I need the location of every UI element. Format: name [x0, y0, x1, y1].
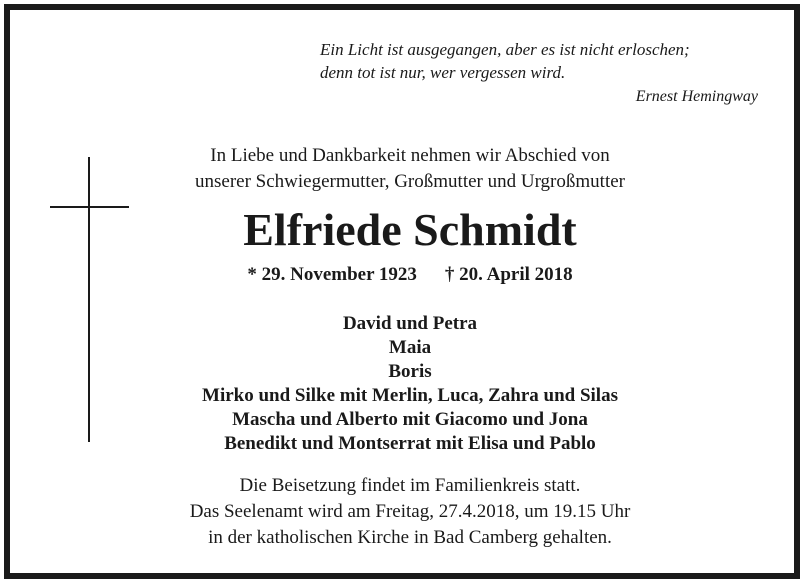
family-list [110, 312, 710, 456]
family-line: Mirko und Silke mit Merlin, Luca, Zahra und Silas [202, 385, 618, 406]
funeral-notice [110, 473, 710, 551]
quote-author: Ernest Hemingway [635, 88, 758, 105]
quote-line-2: denn tot ist nur, wer vergessen wird. [320, 63, 566, 82]
life-dates [110, 262, 710, 288]
intro-line-1: In Liebe und Dankbarkeit nehmen wir Abschied von [210, 145, 610, 166]
birth-date: * 29. November 1923 [247, 264, 417, 285]
quote-block [320, 38, 760, 84]
intro-text [110, 143, 710, 195]
deceased-name: Elfriede Schmidt [243, 204, 577, 255]
family-line: Mascha und Alberto mit Giacomo und Jona [232, 409, 588, 430]
notice-line-2: Das Seelenamt wird am Freitag, 27.4.2018, um 19.15 Uhr [189, 501, 631, 522]
cross-vertical-bar [88, 157, 90, 442]
family-line: Benedikt und Montserrat mit Elisa und Pablo [224, 433, 596, 454]
intro-line-2: unserer Schwiegermutter, Großmutter und Urgroßmutter [195, 171, 625, 192]
family-line: Boris [388, 361, 432, 382]
notice-line-3: in der katholischen Kirche in Bad Camberg gehalten. [208, 527, 612, 548]
family-line: Maia [388, 337, 432, 358]
death-date: † 20. April 2018 [444, 264, 573, 285]
family-line: David und Petra [342, 313, 478, 334]
notice-line-1: Die Beisetzung findet im Familienkreis statt. [239, 475, 581, 496]
quote-line-1: Ein Licht ist ausgegangen, aber es ist nicht erloschen; [320, 40, 690, 59]
